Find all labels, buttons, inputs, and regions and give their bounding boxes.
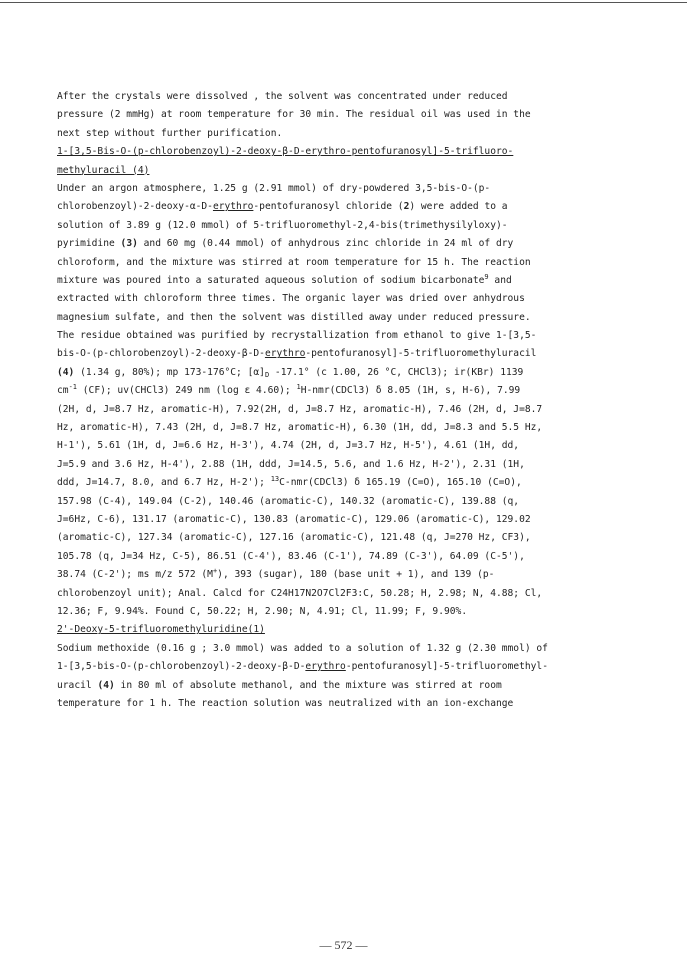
- top-rule: [0, 2, 687, 3]
- body-text-line: Hz, aromatic-H), 7.43 (2H, d, J=8.7 Hz, aromatic-H), 6.30 (1H, dd, J=8.3 and 5.5 Hz,: [57, 422, 543, 434]
- body-text-line: 105.78 (q, J=34 Hz, C-5), 86.51 (C-4'), 83.46 (C-1'), 74.89 (C-3'), 64.09 (C-5'),: [57, 550, 525, 562]
- body-text-line: Sodium methoxide (0.16 g ; 3.0 mmol) was added to a solution of 1.32 g (2.30 mmol) of: [57, 642, 548, 654]
- body-text-line: pyrimidine (3) and 60 mg (0.44 mmol) of anhydrous zinc chloride in 24 ml of dry: [57, 238, 514, 250]
- body-text-line: (2H, d, J=8.7 Hz, aromatic-H), 7.92(2H, d, J=8.7 Hz, aromatic-H), 7.46 (2H, d, J=8.7: [57, 403, 543, 415]
- body-text-line: extracted with chloroform three times. The organic layer was dried over anhydrous: [57, 293, 525, 305]
- body-text-line: chloroform, and the mixture was stirred at room temperature for 15 h. The reaction: [57, 256, 531, 268]
- body-text-line: 12.36; F, 9.94%. Found C, 50.22; H, 2.90; N, 4.91; Cl, 11.99; F, 9.90%.: [57, 605, 468, 617]
- body-text-line: J=6Hz, C-6), 131.17 (aromatic-C), 130.83 (aromatic-C), 129.06 (aromatic-C), 129.02: [57, 513, 531, 525]
- reference-superscript: 9: [484, 272, 489, 281]
- body-text-line: ddd, J=14.7, 8.0, and 6.7 Hz, H-2'); $^{13}$C-nmr(CDCl3) δ 165.19 (C=O), 165.10 (C=O),: [57, 475, 522, 489]
- body-text-line: After the crystals were dissolved , the solvent was concentrated under reduced: [57, 91, 508, 102]
- body-text-line: 157.98 (C-4), 149.04 (C-2), 140.46 (aromatic-C), 140.32 (aromatic-C), 139.88 (q,: [57, 495, 520, 507]
- body-text-line: magnesium sulfate, and then the solvent was distilled away under reduced pressure.: [57, 311, 531, 323]
- body-text-line: temperature for 1 h. The reaction solution was neutralized with an ion-exchange: [57, 697, 514, 709]
- body-text-line: uracil (4) in 80 ml of absolute methanol, and the mixture was stirred at room: [57, 679, 502, 691]
- body-text-line: H-1'), 5.61 (1H, d, J=6.6 Hz, H-3'), 4.74 (2H, d, J=3.7 Hz, H-5'), 4.61 (1H, dd,: [57, 440, 520, 452]
- body-text-line: 38.74 (C-2'); ms m/z 572 (M+), 393 (sugar), 180 (base unit + 1), and 139 (p-: [57, 567, 495, 581]
- body-text-line: (4) (1.34 g, 80%); mp 173-176°C; $[\alpha]_D$ -17.1° (c 1.00, 26 °C, CHCl3); ir(KBr) 1139: [57, 366, 524, 379]
- body-text-line: J=5.9 and 3.6 Hz, H-4'), 2.88 (1H, ddd, J=14.5, 5.6, and 1.6 Hz, H-2'), 2.31 (1H,: [57, 458, 525, 470]
- body-text-line: (aromatic-C), 127.34 (aromatic-C), 127.16 (aromatic-C), 121.48 (q, J=270 Hz, CF3),: [57, 532, 531, 544]
- body-text-line: next step without further purification.: [57, 127, 283, 139]
- body-text-line: 1-[3,5-bis-O-(p-chlorobenzoyl)-2-deoxy-β-D-erythro-pentofuranosyl]-5-trifluoromethyl-: [57, 661, 548, 673]
- page-number: — 572 —: [319, 938, 368, 952]
- section-heading-compound-1: 2'-Deoxy-5-trifluoromethyluridine(1): [57, 624, 265, 636]
- section-heading-compound-4-cont: methyluracil (4): [57, 164, 150, 176]
- section-heading-compound-4: 1-[3,5-Bis-O-(p-chlorobenzoyl)-2-deoxy-β-D-erythro-pentofuranosyl]-5-trifluoro-: [57, 146, 514, 158]
- document-page: [57, 88, 629, 713]
- body-text-line: pressure (2 mmHg) at room temperature for 30 min. The residual oil was used in the: [57, 109, 531, 121]
- body-text-line: chlorobenzoyl)-2-deoxy-α-D-erythro-pentofuranosyl chloride (2) were added to a: [57, 201, 508, 213]
- body-text-line: Under an argon atmosphere, 1.25 g (2.91 mmol) of dry-powdered 3,5-bis-O-(p-: [57, 182, 491, 194]
- body-text-line: $cm^{-1}$ (CF); uv(CHCl3) 249 nm (log ε 4.60); $^1$H-nmr(CDCl3) δ 8.05 (1H, s, H-6), 7.99: [57, 383, 521, 397]
- body-text-line: The residue obtained was purified by recrystallization from ethanol to give 1-[3,5-: [57, 330, 537, 342]
- body-text-line: solution of 3.89 g (12.0 mmol) of 5-trifluoromethyl-2,4-bis(trimethysilyloxy)-: [57, 219, 508, 231]
- body-text-line: mixture was poured into a saturated aqueous solution of sodium bicarbonate$^9$ and: [57, 272, 512, 286]
- body-text-line: chlorobenzoyl unit); Anal. Calcd for C24H17N2O7Cl2F3:C, 50.28; H, 2.98; N, 4.88; Cl,: [57, 587, 543, 599]
- body-text-line: bis-O-(p-chlorobenzoyl)-2-deoxy-β-D-erythro-pentofuranosyl]-5-trifluoromethyluracil: [57, 348, 537, 360]
